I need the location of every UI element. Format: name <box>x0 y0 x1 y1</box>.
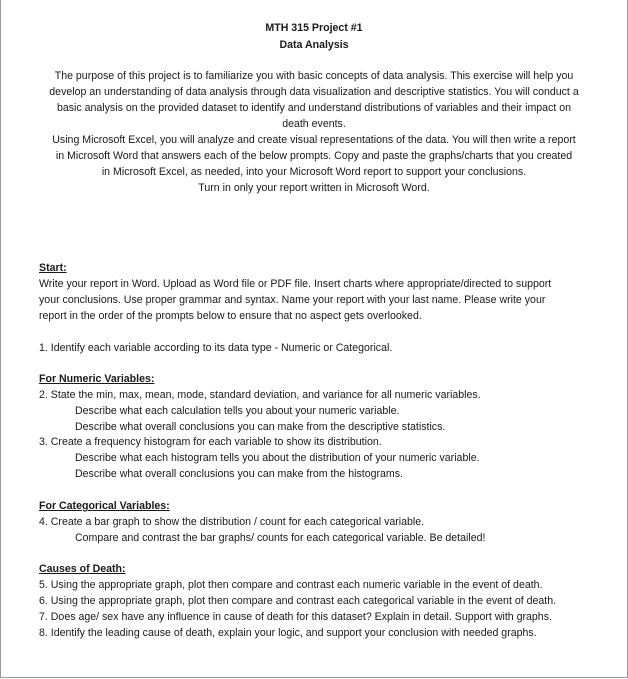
prompt-item-2-sub-2: Describe what overall conclusions you can make from the descriptive statistics. <box>75 421 446 433</box>
prompt-item-2: 2. State the min, max, mean, mode, standard deviation, and variance for all numeric variables. <box>39 389 481 401</box>
prompt-item-5: 5. Using the appropriate graph, plot then compare and contrast each numeric variable in the event of death. <box>39 579 543 591</box>
prompt-item-2-sub-1: Describe what each calculation tells you about your numeric variable. <box>75 405 400 417</box>
prompt-item-4: 4. Create a bar graph to show the distribution / count for each categorical variable. <box>39 516 425 528</box>
prompt-item-7: 7. Does age/ sex have any influence in cause of death for this dataset? Explain in detail. Support with graphs. <box>39 611 552 623</box>
intro-line-3: basic analysis on the provided dataset to identify and understand distributions of variables and their impact on <box>56 102 572 114</box>
prompt-item-4-sub-1: Compare and contrast the bar graphs/ counts for each categorical variable. Be detailed! <box>75 532 486 544</box>
intro-line-2: develop an understanding of data analysis through data visualization and descriptive statistics. You will conduct a <box>49 86 579 98</box>
intro-line-5: Using Microsoft Excel, you will analyze and create visual representations of the data. You will then write a report <box>52 134 576 146</box>
start-heading: Start: <box>39 262 67 274</box>
document-title: MTH 315 Project #1 <box>265 22 363 34</box>
prompt-item-3: 3. Create a frequency histogram for each variable to show its distribution. <box>39 436 382 448</box>
intro-line-6: in Microsoft Word that answers each of the below prompts. Copy and paste the graphs/charts that you created <box>55 150 573 162</box>
prompt-item-3-sub-2: Describe what overall conclusions you can make from the histograms. <box>75 468 403 480</box>
numeric-heading: For Numeric Variables: <box>39 373 155 385</box>
categorical-heading: For Categorical Variables: <box>39 500 170 512</box>
start-line-1: Write your report in Word. Upload as Word file or PDF file. Insert charts where appropriate/directed to support <box>39 278 552 290</box>
start-line-3: report in the order of the prompts below to ensure that no aspect gets overlooked. <box>39 310 422 322</box>
prompt-item-3-sub-1: Describe what each histogram tells you about the distribution of your numeric variable. <box>75 452 480 464</box>
document-subtitle: Data Analysis <box>279 39 349 51</box>
prompt-item-8: 8. Identify the leading cause of death, explain your logic, and support your conclusion with needed graphs. <box>39 627 537 639</box>
start-line-2: your conclusions. Use proper grammar and syntax. Name your report with your last name. Please write your <box>39 294 546 306</box>
causes-heading: Causes of Death: <box>39 563 126 575</box>
intro-line-7: in Microsoft Excel, as needed, into your Microsoft Word report to support your conclusions. <box>101 166 527 178</box>
prompt-item-6: 6. Using the appropriate graph, plot then compare and contrast each categorical variable in the event of death. <box>39 595 557 607</box>
intro-line-4: death events. <box>282 118 346 130</box>
intro-line-8: Turn in only your report written in Microsoft Word. <box>198 182 430 194</box>
prompt-item-1: 1. Identify each variable according to its data type - Numeric or Categorical. <box>39 342 393 354</box>
intro-line-1: The purpose of this project is to familiarize you with basic concepts of data analysis. This exercise will help you <box>54 70 574 82</box>
